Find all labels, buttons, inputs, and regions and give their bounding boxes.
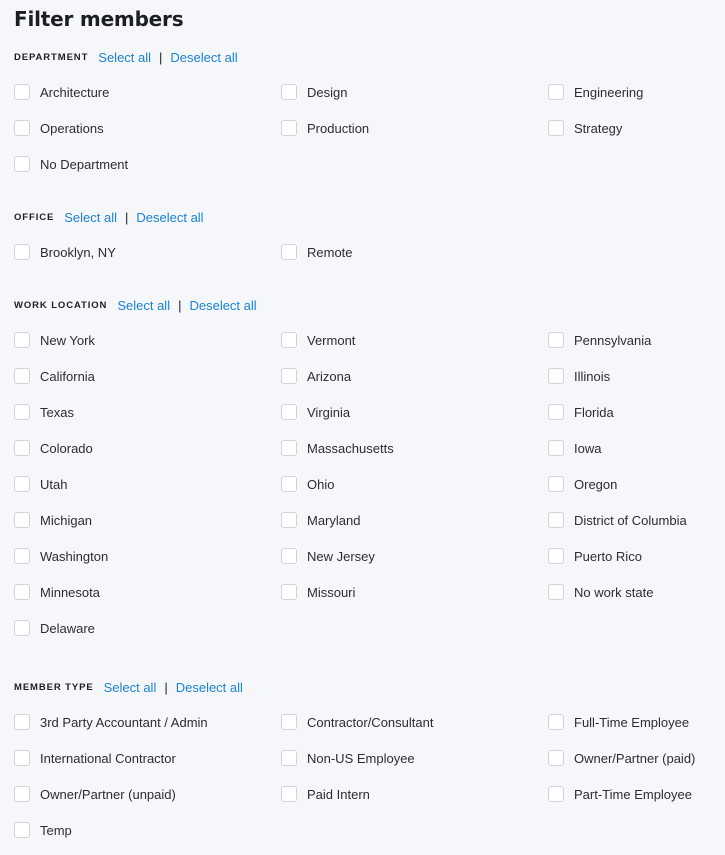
- checkbox[interactable]: [14, 512, 30, 528]
- checkbox-option[interactable]: [548, 538, 718, 574]
- deselect-all-link[interactable]: Deselect all: [136, 209, 204, 225]
- checkbox-label: Design: [307, 84, 348, 100]
- checkbox[interactable]: [14, 822, 30, 838]
- checkbox-option[interactable]: [281, 466, 548, 502]
- checkbox-label: Utah: [40, 476, 68, 492]
- checkbox-option[interactable]: [14, 776, 281, 812]
- checkbox-option[interactable]: [14, 812, 281, 848]
- checkbox-label: Ohio: [307, 476, 335, 492]
- checkbox-label: Engineering: [574, 84, 644, 100]
- checkbox-label: Production: [307, 120, 370, 136]
- checkbox-option[interactable]: [14, 110, 281, 146]
- checkbox-option[interactable]: [548, 394, 718, 430]
- checkbox-option[interactable]: [14, 740, 281, 776]
- checkbox[interactable]: [281, 714, 297, 730]
- checkbox-label: Owner/Partner (paid): [574, 750, 696, 766]
- checkbox[interactable]: [548, 548, 564, 564]
- checkbox[interactable]: [281, 584, 297, 600]
- checkbox-label: No work state: [574, 584, 654, 600]
- checkbox-label: Puerto Rico: [574, 548, 642, 564]
- checkbox-label: New York: [40, 332, 95, 348]
- checkbox[interactable]: [548, 714, 564, 730]
- checkbox[interactable]: [14, 404, 30, 420]
- checkbox[interactable]: [14, 440, 30, 456]
- checkbox[interactable]: [281, 404, 297, 420]
- checkbox[interactable]: [281, 440, 297, 456]
- checkbox[interactable]: [548, 404, 564, 420]
- checkbox-label: New Jersey: [307, 548, 375, 564]
- checkbox-option[interactable]: [548, 502, 718, 538]
- checkbox[interactable]: [14, 332, 30, 348]
- checkbox[interactable]: [548, 440, 564, 456]
- checkbox-option[interactable]: [281, 740, 548, 776]
- checkbox-option[interactable]: [281, 538, 548, 574]
- checkbox-label: Massachusetts: [307, 440, 394, 456]
- checkbox-label: Iowa: [574, 440, 602, 456]
- checkbox-grid: [14, 322, 725, 646]
- checkbox-label: Michigan: [40, 512, 93, 528]
- checkbox[interactable]: [281, 548, 297, 564]
- checkbox-label: Brooklyn, NY: [40, 244, 116, 260]
- checkbox[interactable]: [14, 120, 30, 136]
- checkbox[interactable]: [548, 368, 564, 384]
- link-separator: |: [124, 209, 129, 225]
- select-all-link[interactable]: Select all: [117, 297, 171, 313]
- checkbox-label: Virginia: [307, 404, 351, 420]
- checkbox-option[interactable]: [548, 110, 718, 146]
- checkbox-option[interactable]: [548, 430, 718, 466]
- checkbox[interactable]: [281, 84, 297, 100]
- checkbox-label: Remote: [307, 244, 353, 260]
- checkbox-option[interactable]: [281, 574, 548, 610]
- checkbox-label: Florida: [574, 404, 614, 420]
- checkbox-label: Pennsylvania: [574, 332, 652, 348]
- checkbox-label: Contractor/Consultant: [307, 714, 434, 730]
- checkbox-label: California: [40, 368, 95, 384]
- checkbox-label: Owner/Partner (unpaid): [40, 786, 176, 802]
- checkbox-label: Temp: [40, 822, 72, 838]
- checkbox-label: Operations: [40, 120, 104, 136]
- checkbox[interactable]: [548, 84, 564, 100]
- checkbox[interactable]: [14, 244, 30, 260]
- checkbox[interactable]: [281, 786, 297, 802]
- checkbox-option[interactable]: [281, 704, 548, 740]
- checkbox-option[interactable]: [14, 74, 281, 110]
- checkbox-option[interactable]: [14, 358, 281, 394]
- section-work-location: [14, 294, 725, 646]
- checkbox-option[interactable]: [281, 502, 548, 538]
- checkbox-option[interactable]: [281, 322, 548, 358]
- checkbox[interactable]: [281, 476, 297, 492]
- checkbox-option[interactable]: [548, 704, 718, 740]
- checkbox[interactable]: [548, 476, 564, 492]
- checkbox[interactable]: [281, 512, 297, 528]
- checkbox[interactable]: [281, 750, 297, 766]
- checkbox[interactable]: [548, 512, 564, 528]
- checkbox-option[interactable]: [14, 466, 281, 502]
- checkbox-label: Minnesota: [40, 584, 100, 600]
- checkbox-option[interactable]: [281, 358, 548, 394]
- checkbox-label: Non-US Employee: [307, 750, 415, 766]
- checkbox[interactable]: [14, 476, 30, 492]
- checkbox-label: Arizona: [307, 368, 352, 384]
- section-header: [14, 676, 725, 698]
- checkbox[interactable]: [281, 368, 297, 384]
- filter-sections: [14, 46, 725, 848]
- checkbox-label: Architecture: [40, 84, 110, 100]
- checkbox-label: Strategy: [574, 120, 623, 136]
- checkbox[interactable]: [548, 786, 564, 802]
- checkbox-label: No Department: [40, 156, 129, 172]
- checkbox[interactable]: [14, 548, 30, 564]
- checkbox-option[interactable]: [14, 146, 281, 182]
- checkbox[interactable]: [14, 750, 30, 766]
- checkbox-label: Washington: [40, 548, 109, 564]
- checkbox-grid: [14, 74, 725, 182]
- checkbox[interactable]: [14, 786, 30, 802]
- section-label: DEPARTMENT: [14, 51, 89, 63]
- checkbox[interactable]: [281, 244, 297, 260]
- checkbox-label: Paid Intern: [307, 786, 370, 802]
- checkbox-option[interactable]: [548, 740, 718, 776]
- checkbox-label: Illinois: [574, 368, 611, 384]
- checkbox-label: International Contractor: [40, 750, 176, 766]
- checkbox-option[interactable]: [14, 574, 281, 610]
- section-header: [14, 46, 725, 68]
- checkbox-option[interactable]: [14, 394, 281, 430]
- checkbox-option[interactable]: [548, 74, 718, 110]
- checkbox-option[interactable]: [548, 358, 718, 394]
- select-all-link[interactable]: Select all: [64, 209, 117, 225]
- checkbox-option[interactable]: [548, 776, 718, 812]
- deselect-all-link[interactable]: Deselect all: [189, 297, 257, 313]
- section-department: [14, 46, 725, 182]
- section-label: MEMBER TYPE: [14, 681, 94, 693]
- checkbox-option[interactable]: [14, 538, 281, 574]
- checkbox[interactable]: [548, 120, 564, 136]
- deselect-all-link[interactable]: Deselect all: [175, 679, 243, 695]
- section-header: [14, 294, 725, 316]
- checkbox-option[interactable]: [281, 776, 548, 812]
- checkbox[interactable]: [548, 584, 564, 600]
- checkbox-option[interactable]: [281, 74, 548, 110]
- checkbox-option[interactable]: [14, 502, 281, 538]
- checkbox-label: Part-Time Employee: [574, 786, 692, 802]
- checkbox-label: District of Columbia: [574, 512, 687, 528]
- checkbox-label: Oregon: [574, 476, 618, 492]
- checkbox[interactable]: [14, 368, 30, 384]
- checkbox-option[interactable]: [14, 610, 281, 646]
- select-all-link[interactable]: Select all: [98, 49, 152, 65]
- link-separator: |: [159, 49, 163, 65]
- checkbox[interactable]: [14, 584, 30, 600]
- link-separator: |: [164, 679, 168, 695]
- checkbox-option[interactable]: [281, 234, 548, 270]
- checkbox-option[interactable]: [548, 466, 718, 502]
- checkbox-label: 3rd Party Accountant / Admin: [40, 714, 208, 730]
- link-separator: |: [178, 297, 182, 313]
- checkbox[interactable]: [281, 120, 297, 136]
- checkbox-option[interactable]: [281, 394, 548, 430]
- checkbox-label: Texas: [40, 404, 74, 420]
- deselect-all-link[interactable]: Deselect all: [170, 49, 238, 65]
- section-label: WORK LOCATION: [14, 299, 108, 311]
- checkbox[interactable]: [281, 332, 297, 348]
- checkbox-label: Missouri: [307, 584, 356, 600]
- section-office: [14, 206, 725, 270]
- section-member-type: [14, 676, 725, 848]
- checkbox-label: Delaware: [40, 620, 95, 636]
- checkbox[interactable]: [548, 750, 564, 766]
- page-title: Filter members: [14, 7, 184, 31]
- section-header: [14, 206, 725, 228]
- checkbox-option[interactable]: [281, 110, 548, 146]
- checkbox-label: Colorado: [40, 440, 93, 456]
- checkbox[interactable]: [14, 620, 30, 636]
- checkbox-option[interactable]: [14, 234, 281, 270]
- checkbox-label: Vermont: [307, 332, 356, 348]
- checkbox-grid: [14, 704, 725, 848]
- checkbox[interactable]: [14, 714, 30, 730]
- checkbox[interactable]: [548, 332, 564, 348]
- checkbox-option[interactable]: [14, 322, 281, 358]
- checkbox-option[interactable]: [548, 574, 718, 610]
- checkbox[interactable]: [14, 84, 30, 100]
- checkbox-option[interactable]: [281, 430, 548, 466]
- checkbox-option[interactable]: [14, 704, 281, 740]
- checkbox-option[interactable]: [14, 430, 281, 466]
- section-label: OFFICE: [14, 211, 55, 223]
- checkbox-label: Full-Time Employee: [574, 714, 690, 730]
- select-all-link[interactable]: Select all: [103, 679, 157, 695]
- checkbox-option[interactable]: [548, 322, 718, 358]
- checkbox-label: Maryland: [307, 512, 361, 528]
- checkbox[interactable]: [14, 156, 30, 172]
- checkbox-grid: [14, 234, 725, 270]
